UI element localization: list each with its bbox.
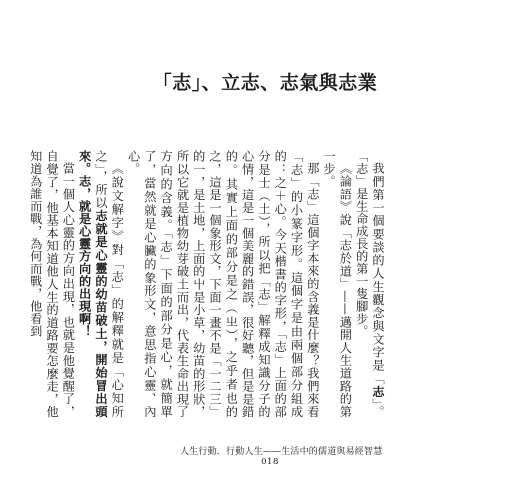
- bold-text: 志就是心靈的幼苗破土，開始冒出頭來。志，就是心靈方向的出現啊！: [77, 150, 108, 418]
- chapter-title: 「志」、立志、志氣與志業: [152, 72, 378, 94]
- text-run: 當一個人心靈的方向出現，也就是他覺醒了，自覺了，他基本知道他人生的道路要怎麼走，他知道為誰而戰，為何而戰，他看到: [28, 150, 76, 418]
- bold-text: 志: [371, 385, 385, 399]
- paragraph: [27, 150, 76, 418]
- paragraph: [353, 150, 386, 418]
- text-run: 《說文解字》對「志」的解釋就是「心知所之」，所以: [93, 150, 125, 418]
- text-run: 」。「志」是生命成長的第一隻腳步。: [354, 150, 385, 418]
- text-run: 《論語》說「志於道」——邁開人生道路的第一步。: [322, 150, 353, 418]
- text-run: 我們第一個要談的人生觀念與文字是「: [371, 162, 385, 386]
- body-text: [27, 150, 386, 418]
- running-head: 人生行動．行動人生——生活中的儒道與易經智慧: [180, 447, 383, 457]
- paragraph: [125, 150, 321, 418]
- text-run: 那「志」這個字本來的含義是什麼？我們來看「志」的小篆字形。這個字是由兩個部分組成的：之＋心。今天楷書的字形，「志」上面的部分是士（土），所以把「志」解釋成知識分子的心情，這是一個美麗的錯誤，很好聽，但是是錯的。其實上面的部分是之（㞢），之乎者也的之，這是一個象形文，下面一畫不是「一二三」的一，是土地，上面的屮是小草，幼苗的形狀，所以它就是植物幼芽破土而出，代表生命出現了方向的含義。「志」下面的部分是心，就簡單了，當然就是心臟的象形文，意思指心靈、內心。: [126, 150, 320, 418]
- page-number: 018: [261, 457, 279, 467]
- paragraph: [321, 150, 354, 418]
- paragraph: [76, 150, 125, 418]
